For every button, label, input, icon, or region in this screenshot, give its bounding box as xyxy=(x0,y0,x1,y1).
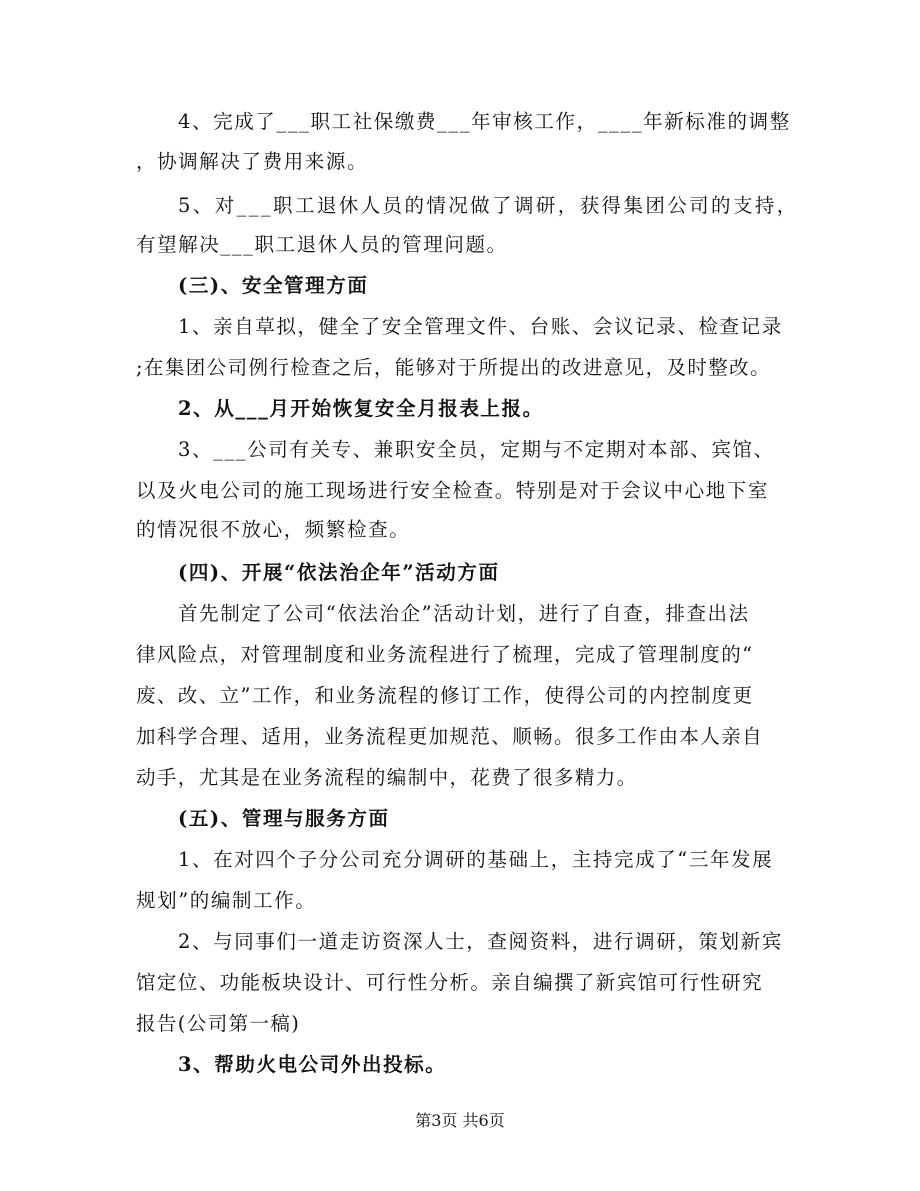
section-heading: 3、帮助火电公司外出投标。 xyxy=(178,1053,447,1076)
paragraph-line: 加科学合理、适用，业务流程更加规范、顺畅。很多工作由本人亲自 xyxy=(136,725,764,748)
paragraph-line: 5、对___职工退休人员的情况做了调研，获得集团公司的支持， xyxy=(178,194,799,217)
paragraph-line: 2、与同事们一道走访资深人士，查阅资料，进行调研，策划新宾 xyxy=(178,930,783,953)
section-heading: (三)、安全管理方面 xyxy=(178,274,369,297)
paragraph-line: ;在集团公司例行检查之后，能够对于所提出的改进意见，及时整改。 xyxy=(136,356,771,379)
paragraph-line: 馆定位、功能板块设计、可行性分析。亲自编撰了新宾馆可行性研究 xyxy=(136,971,764,994)
paragraph-line: 废、改、立”工作，和业务流程的修订工作，使得公司的内控制度更 xyxy=(136,684,754,707)
section-heading: (四)、开展“依法治企年”活动方面 xyxy=(178,561,500,584)
paragraph-line: 律风险点，对管理制度和业务流程进行了梳理，完成了管理制度的“ xyxy=(136,643,754,666)
paragraph-line: 报告(公司第一稿) xyxy=(136,1012,301,1035)
paragraph-line: 规划”的编制工作。 xyxy=(136,889,317,912)
paragraph-line: 3、___公司有关专、兼职安全员，定期与不定期对本部、宾馆、 xyxy=(178,438,775,461)
section-heading: 2、从___月开始恢复安全月报表上报。 xyxy=(178,397,544,420)
paragraph-line: 首先制定了公司“依法治企”活动计划，进行了自查，排查出法 xyxy=(178,602,750,625)
paragraph-line: 1、在对四个子分公司充分调研的基础上，主持完成了“三年发展 xyxy=(178,848,774,871)
section-heading: (五)、管理与服务方面 xyxy=(178,807,390,830)
paragraph-line: 动手，尤其是在业务流程的编制中，花费了很多精力。 xyxy=(136,766,638,789)
paragraph-line: 4、完成了___职工社保缴费___年审核工作，____年新标准的调整 xyxy=(178,110,791,133)
paragraph-line: 以及火电公司的施工现场进行安全检查。特别是对于会议中心地下室 xyxy=(136,479,770,502)
paragraph-line: 的情况很不放心，频繁检查。 xyxy=(136,518,411,541)
page-number-footer: 第3页 共6页 xyxy=(415,1111,505,1130)
paragraph-line: ，协调解决了费用来源。 xyxy=(136,150,369,173)
paragraph-line: 有望解决___职工退休人员的管理问题。 xyxy=(136,233,508,256)
paragraph-line: 1、亲自草拟，健全了安全管理文件、台账、会议记录、检查记录 xyxy=(178,315,783,338)
